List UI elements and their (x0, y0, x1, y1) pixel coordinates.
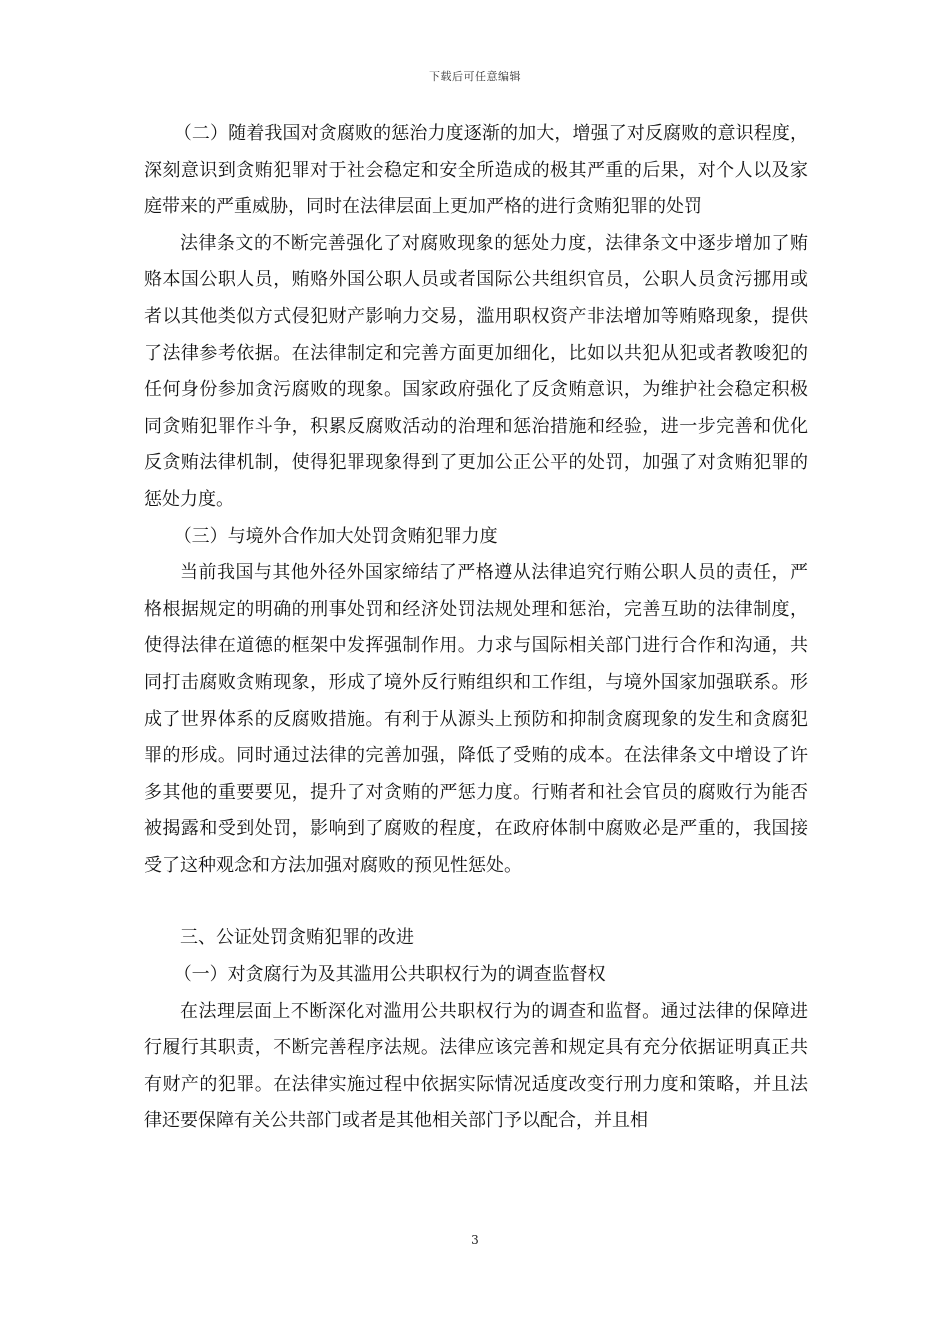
paragraph-international-cooperation: 当前我国与其他外径外国家缔结了严格遵从法律追究行贿公职人员的责任，严格根据规定的明确的刑事处罚和经济处罚法规处理和惩治，完善互助的法律制度，使得法律在道德的框架中发挥强制作用。力求与国际相关部门进行合作和沟通，共同打击腐败贪贿现象，形成了境外反行贿组织和工作组，与境外国家加强联系。形成了世界体系的反腐败措施。有利于从源头上预防和抑制贪腐现象的发生和贪腐犯罪的形成。同时通过法律的完善加强，降低了受贿的成本。在法律条文中增设了许多其他的重要要见，提升了对贪贿的严惩力度。行贿者和社会官员的腐败行为能否被揭露和受到处罚，影响到了腐败的程度，在政府体制中腐败必是严重的，我国接受了这种观念和方法加强对腐败的预见性惩处。 (144, 562, 808, 876)
section-title: 三、公证处罚贪贿犯罪的改进 (180, 927, 414, 949)
document-body (144, 116, 808, 1140)
subheading-3: （三）与境外合作加大处罚贪贿犯罪力度 (173, 525, 498, 547)
page-number: 3 (471, 1233, 479, 1247)
paragraph-subheading-2: （二）随着我国对贪腐败的惩治力度逐渐的加大，增强了对反腐败的意识程度，深刻意识到贪贿犯罪对于社会稳定和安全所造成的极其严重的后果，对个人以及家庭带来的严重威胁，同时在法律层面上更加严格的进行贪贿犯罪的处罚 (144, 123, 808, 218)
page-header: 下载后可任意编辑 (429, 70, 521, 83)
paragraph-legal-provisions: 法律条文的不断完善强化了对腐败现象的惩处力度，法律条文中逐步增加了贿赂本国公职人员，贿赂外国公职人员或者国际公共组织官员，公职人员贪污挪用或者以其他类似方式侵犯财产影响力交易，滥用职权资产非法增加等贿赂现象，提供了法律参考依据。在法律制定和完善方面更加细化，比如以共犯从犯或者教唆犯的任何身份参加贪污腐败的现象。国家政府强化了反贪贿意识，为维护社会稳定积极同贪贿犯罪作斗争，积累反腐败活动的治理和惩治措施和经验，进一步完善和优化反贪贿法律机制，使得犯罪现象得到了更加公正公平的处罚，加强了对贪贿犯罪的惩处力度。 (144, 232, 808, 510)
subheading-1: （一）对贪腐行为及其滥用公共职权行为的调查监督权 (173, 964, 606, 986)
paragraph-investigation-supervision: 在法理层面上不断深化对滥用公共职权行为的调查和监督。通过法律的保障进行履行其职责，不断完善程序法规。法律应该完善和规定具有充分依据证明真正共有财产的犯罪。在法律实施过程中依据实际情况适度改变行刑力度和策略，并且法律还要保障有关公共部门或者是其他相关部门予以配合，并且相 (144, 1000, 808, 1132)
